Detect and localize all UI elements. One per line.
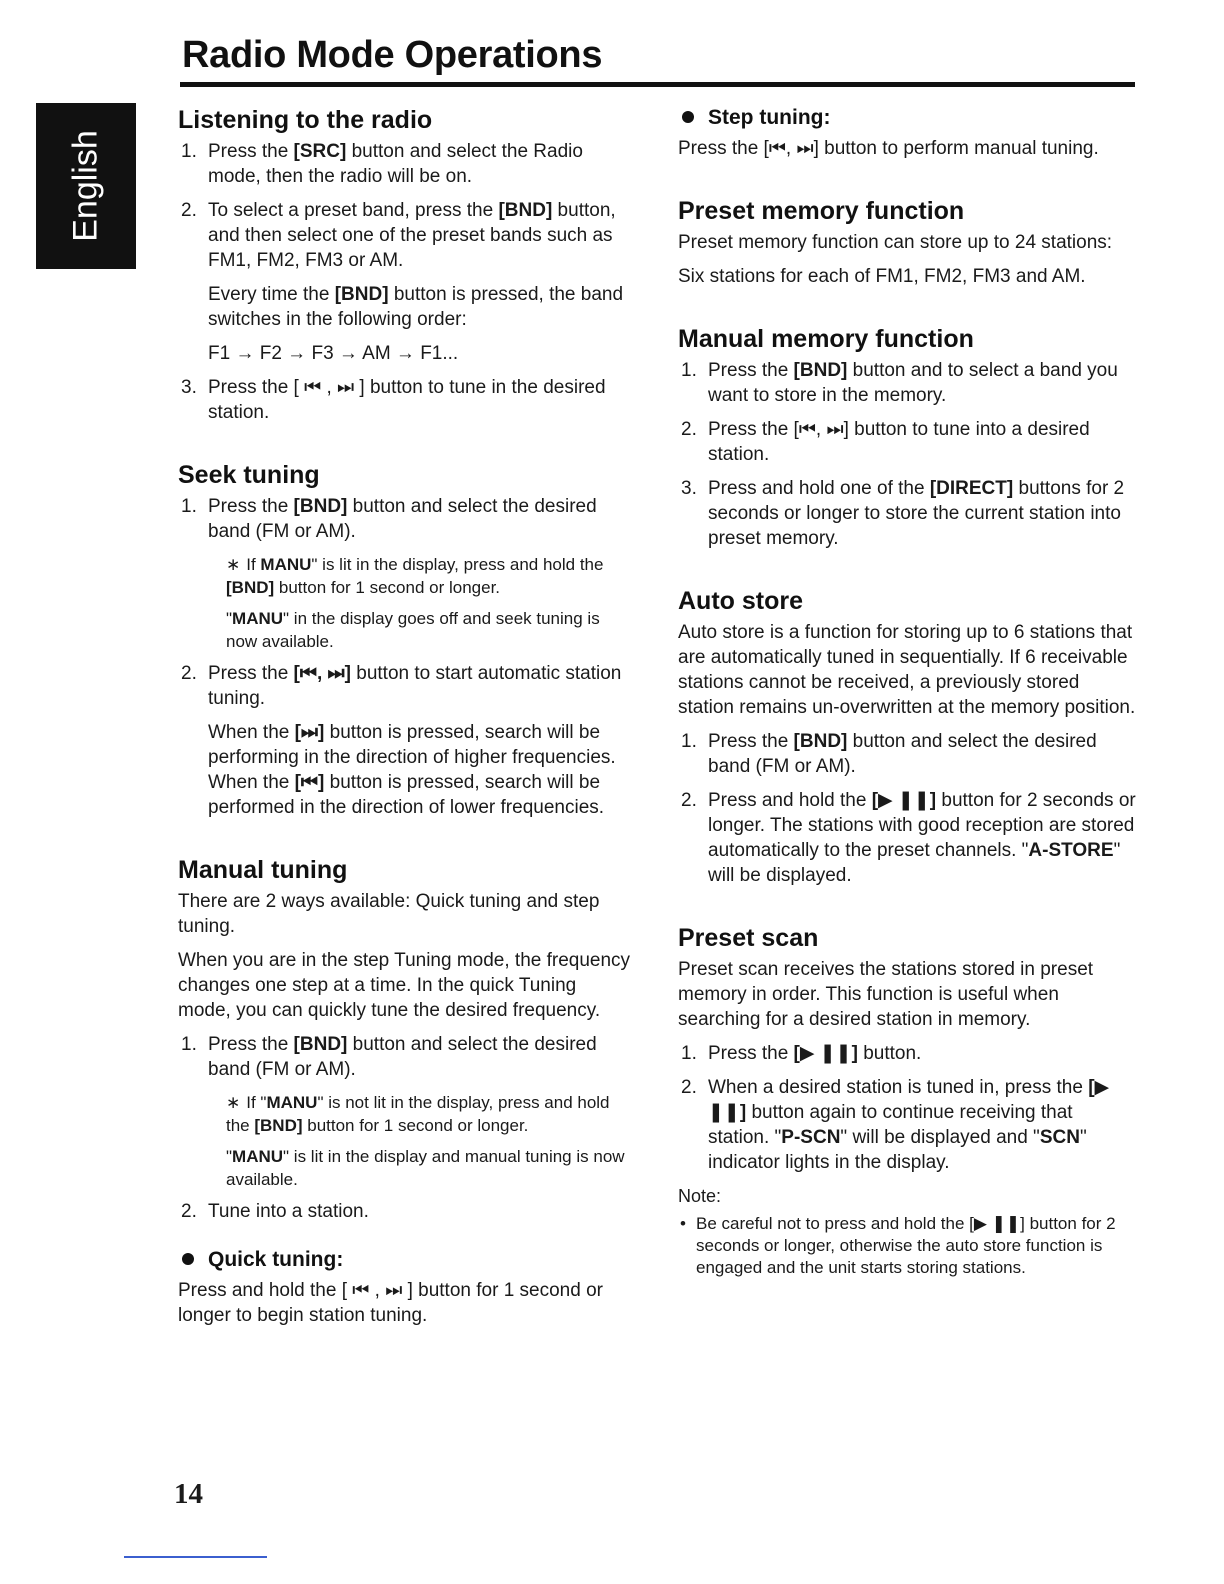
list-item [678,417,1138,467]
item-text: button and select the desired band (FM or AM). [208,496,597,542]
item-text: Press and hold one of the [708,478,930,499]
button-ref: [BND] [793,360,848,381]
item-text: button again to continue receiving that station. " [708,1102,1073,1148]
footer-rule [124,1556,267,1558]
button-ref: [▶ ❚❚] [793,1043,858,1064]
subheading-text: Step tuning: [708,106,831,129]
item-number: 1. [181,141,197,162]
left-column [178,104,634,1362]
paragraph: Six stations for each of FM1, FM2, FM3 and AM. [678,266,1086,287]
button-ref: [▶ ❚❚] [708,1077,1110,1123]
item-text: Press the [208,663,294,684]
item-text: " will be displayed and " [840,1127,1040,1148]
band-order: F1 → F2 → F3 → AM → F1... [208,343,459,364]
section-heading: Seek tuning [178,461,320,489]
section-seek [178,459,634,820]
note-text: " is lit in the display, press and hold the [311,555,604,574]
button-ref: [DIRECT] [929,478,1014,499]
section-preset-memory [678,195,1138,289]
item-text: Press the [208,141,294,162]
item-text: button. [857,1043,922,1064]
note-text: If [246,555,261,574]
keyword: MANU [232,1147,284,1166]
section-heading: Manual memory function [678,325,974,353]
bullet-icon [682,111,694,123]
section-manual-tuning [178,854,634,1328]
button-ref: [BND] [498,200,553,221]
list-item [178,139,634,189]
note-text: " [226,609,233,628]
section-preset-scan [678,922,1138,1279]
list-item [678,1075,1138,1175]
subheading-quick-tuning [178,1246,634,1274]
item-number: 2. [181,663,197,684]
para-text: button is pressed, search will be performed in the direction of lower frequencies. [208,772,605,818]
list-item [678,476,1138,551]
button-ref: [BND] [293,1034,348,1055]
item-text: Press the [208,1034,294,1055]
item-text: button and to select a band you want to store in the memory. [708,360,1118,406]
button-ref: [⏮, ⏭] [293,663,351,684]
bullet-icon: • [680,1214,686,1233]
item-number: 3. [681,478,697,499]
item-number: 1. [681,360,697,381]
item-text: Press the [208,496,294,517]
language-tab [36,103,136,269]
button-ref: [BND] [334,284,389,305]
section-heading: Preset scan [678,924,819,952]
item-number: 2. [681,419,697,440]
para-text: button is pressed, search will be performing in the direction of higher frequencies. When the [208,722,616,793]
item-number: 3. [181,377,197,398]
note-text: " is not lit in the display, press and hold the [226,1093,610,1135]
para-text: When the [208,722,295,743]
asterisk: ∗ [226,1093,241,1112]
button-ref: [BND] [293,496,348,517]
note-text: " is lit in the display and manual tuning is now available. [226,1147,625,1189]
paragraph [178,282,634,332]
item-number: 2. [681,1077,697,1098]
item-number: 2. [681,790,697,811]
subheading-text: Quick tuning: [208,1248,344,1271]
page-number: 14 [174,1478,203,1510]
paragraph: There are 2 ways available: Quick tuning and step tuning. [178,891,600,937]
section-manual-memory [678,323,1138,551]
asterisk: ∗ [226,555,241,574]
paragraph: When you are in the step Tuning mode, the frequency changes one step at a time. In the quick Tuning mode, you can quickly tune the desired frequency. [178,950,631,1021]
item-text: buttons for 2 seconds or longer to store the current station into preset memory. [708,478,1125,549]
title-rule [180,82,1135,87]
item-text: Press and hold the [708,790,872,811]
item-text: To select a preset band, press the [208,200,499,221]
section-heading: Auto store [678,587,803,615]
item-text: button and select the desired band (FM or AM). [208,1034,597,1080]
button-ref: [SRC] [293,141,347,162]
paragraph: Press the [⏮, ⏭] button to perform manual tuning. [678,138,1099,159]
item-number: 2. [181,200,197,221]
item-text: Press the [708,731,794,752]
item-text: When a desired station is tuned in, press the [708,1077,1089,1098]
item-text: button, and then select one of the preset bands such as FM1, FM2, FM3 or AM. [208,200,616,271]
section-listening [178,104,634,425]
item-number: 1. [181,496,197,517]
button-ref: [▶ ❚❚] [871,790,937,811]
list-item [678,788,1138,888]
list-item [178,375,634,425]
item-number: 1. [181,1034,197,1055]
list-item [178,661,634,711]
language-tab-label: English [66,130,105,242]
keyword: MANU [260,555,312,574]
paragraph: Press and hold the [ ⏮ , ⏭ ] button for 1 second or longer to begin station tuning. [178,1280,603,1326]
note-text: If " [246,1093,267,1112]
note-text: button for 1 second or longer. [302,1116,529,1135]
sub-note [178,1145,634,1191]
list-item [178,1032,634,1082]
section-heading: Manual tuning [178,856,348,884]
sub-note [178,1091,634,1137]
note-item [678,1213,1138,1279]
note-text: Be careful not to press and hold the [▶ ❚❚] button for 2 seconds or longer, otherwise the auto store function is engaged and the unit starts storing stations. [696,1214,1116,1277]
section-step-tuning [678,104,1138,161]
keyword: MANU [232,609,284,628]
sub-note [178,607,634,653]
button-ref: [BND] [793,731,848,752]
button-ref: [⏮] [294,772,325,793]
item-text: button for 2 seconds or longer. The stations with good reception are stored automatically to the preset channels. " [708,790,1136,861]
item-text: button and select the Radio mode, then the radio will be on. [208,141,583,187]
list-item [178,198,634,273]
item-number: 2. [181,1201,197,1222]
list-item [678,1041,1138,1066]
button-ref: [⏭] [294,722,325,743]
item-text: Tune into a station. [208,1201,369,1222]
page-title: Radio Mode Operations [182,34,603,76]
list-item [178,494,634,544]
button-ref: [BND] [226,578,275,597]
item-text: button and select the desired band (FM or AM). [708,731,1097,777]
item-text: button to start automatic station tuning. [208,663,622,709]
item-number: 1. [681,1043,697,1064]
sub-note [178,553,634,599]
paragraph: Auto store is a function for storing up to 6 stations that are automatically tuned in sequentially. If 6 receivable stations cannot be received, a previously stored station remains un-overwritten at the memory position. [678,622,1136,718]
bullet-icon [182,1253,194,1265]
keyword: SCN [1039,1127,1080,1148]
note-heading: Note: [678,1186,722,1206]
paragraph [178,720,634,820]
list-item [178,1199,634,1224]
keyword: P-SCN [781,1127,841,1148]
keyword: MANU [266,1093,318,1112]
list-item [678,729,1138,779]
section-auto-store [678,585,1138,888]
item-text: Press the [⏮, ⏭] button to tune into a desired station. [708,419,1090,465]
paragraph: Preset scan receives the stations stored in preset memory in order. This function is useful when searching for a desired station in memory. [678,959,1094,1030]
item-text: " indicator lights in the display. [708,1127,1087,1173]
section-heading: Listening to the radio [178,106,433,134]
item-text: Press the [708,1043,794,1064]
section-heading: Preset memory function [678,197,965,225]
list-item [678,358,1138,408]
para-text: Every time the [208,284,335,305]
item-text: Press the [708,360,794,381]
right-column [678,104,1138,1313]
keyword: A-STORE [1028,840,1114,861]
subheading-step-tuning [678,104,1138,132]
para-text: button is pressed, the band switches in the following order: [208,284,624,330]
button-ref: [BND] [254,1116,303,1135]
note-text: button for 1 second or longer. [274,578,501,597]
item-number: 1. [681,731,697,752]
paragraph: Preset memory function can store up to 24 stations: [678,232,1113,253]
note-text: " in the display goes off and seek tuning is now available. [226,609,600,651]
note-text: " [226,1147,233,1166]
item-text: Press the [ ⏮ , ⏭ ] button to tune in the desired station. [208,377,606,423]
item-text: " will be displayed. [708,840,1121,886]
